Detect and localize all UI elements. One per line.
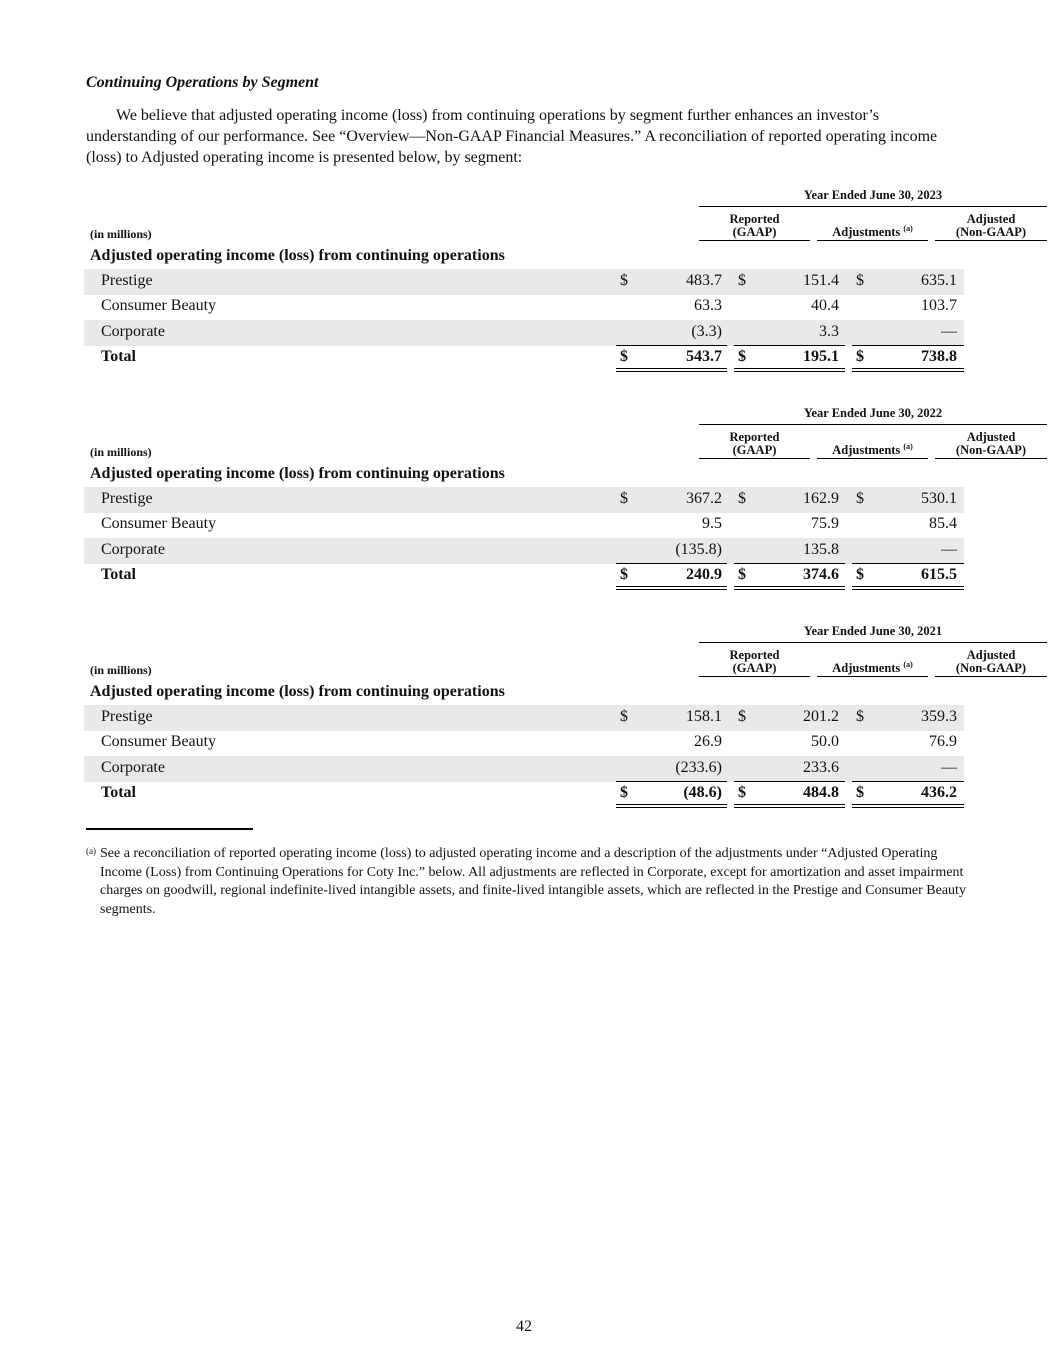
page-number: 42 bbox=[516, 1318, 532, 1335]
col-header-reported: Reported (GAAP) bbox=[699, 429, 810, 459]
footnote-ref: (a) bbox=[903, 223, 913, 233]
period-header: Year Ended June 30, 2023 bbox=[699, 188, 1047, 207]
table-row: Consumer Beauty 63.3 40.4 103.7 bbox=[101, 297, 957, 314]
total-double-rule bbox=[852, 368, 964, 372]
col-header-adjustments: Adjustments $^{(a)}$ bbox=[817, 647, 928, 677]
footnote-ref: (a) bbox=[903, 659, 913, 669]
table-row: Prestige $ 367.2 $ 162.9 $ 530.1 bbox=[84, 487, 964, 513]
col-header-adjustments: Adjustments $^{(a)}$ bbox=[817, 211, 928, 241]
table-row: Consumer Beauty 9.5 75.9 85.4 bbox=[101, 515, 957, 532]
col-header-adjustments: Adjustments $^{(a)}$ bbox=[817, 429, 928, 459]
segment-table-2022 bbox=[84, 406, 1027, 596]
table-row: Prestige $ 158.1 $ 201.2 $ 359.3 bbox=[84, 705, 964, 731]
table-row: Consumer Beauty 26.9 50.0 76.9 bbox=[101, 733, 957, 750]
table-row: Corporate (135.8) 135.8 — bbox=[84, 538, 964, 564]
unit-label: (in millions) bbox=[90, 445, 152, 459]
total-double-rule bbox=[616, 804, 727, 808]
segment-table-2023 bbox=[84, 188, 1027, 378]
footnote-text: See a reconciliation of reported operating income (loss) to adjusted operating income and a description of the adjustments under “Adjusted Operating Income (Loss) from Continuing Operations for Coty Inc.” below. All adjustments are reflected in Corporate, except for amortization and asset impairment charges on goodwill, regional indefinite-lived intangible assets, and finite-lived intangible assets, which are reflected in the Prestige and Consumer Beauty segments. bbox=[100, 846, 966, 917]
col-header-adjusted: Adjusted (Non-GAAP) bbox=[935, 647, 1047, 677]
footnote-ref: (a) bbox=[903, 441, 913, 451]
total-double-rule bbox=[852, 804, 964, 808]
table-row-total: Total $ 240.9 $ 374.6 $ 615.5 bbox=[101, 566, 957, 583]
group-title: Adjusted operating income (loss) from continuing operations bbox=[90, 683, 505, 700]
total-double-rule bbox=[734, 586, 845, 590]
period-header: Year Ended June 30, 2022 bbox=[699, 406, 1047, 425]
total-double-rule bbox=[616, 368, 727, 372]
section-title: Continuing Operations by Segment bbox=[86, 74, 319, 91]
segment-table-2021 bbox=[84, 624, 1027, 814]
table-row: Corporate (233.6) 233.6 — bbox=[84, 756, 964, 782]
col-header-reported: Reported (GAAP) bbox=[699, 211, 810, 241]
intro-paragraph: We believe that adjusted operating income (loss) from continuing operations by segment further enhances an investor’s understanding of our performance. See “Overview—Non-GAAP Financial Measures.” A reconciliation of reported operating income (loss) to Adjusted operating income is presented below, by segment: bbox=[86, 107, 938, 166]
col-header-adjusted: Adjusted (Non-GAAP) bbox=[935, 211, 1047, 241]
group-title: Adjusted operating income (loss) from continuing operations bbox=[90, 465, 505, 482]
group-title: Adjusted operating income (loss) from continuing operations bbox=[90, 247, 505, 264]
col-header-adjusted: Adjusted (Non-GAAP) bbox=[935, 429, 1047, 459]
table-row-total: Total $ (48.6) $ 484.8 $ 436.2 bbox=[101, 784, 957, 801]
col-header-reported: Reported (GAAP) bbox=[699, 647, 810, 677]
total-double-rule bbox=[616, 586, 727, 590]
unit-label: (in millions) bbox=[90, 227, 152, 241]
footnote bbox=[86, 845, 966, 919]
table-row: Corporate (3.3) 3.3 — bbox=[84, 320, 964, 346]
period-header: Year Ended June 30, 2021 bbox=[699, 624, 1047, 643]
total-double-rule bbox=[734, 368, 845, 372]
total-double-rule bbox=[852, 586, 964, 590]
footnote-divider bbox=[86, 828, 253, 830]
table-row: Prestige $ 483.7 $ 151.4 $ 635.1 bbox=[84, 269, 964, 295]
table-row-total: Total $ 543.7 $ 195.1 $ 738.8 bbox=[101, 348, 957, 365]
footnote-mark: (a) bbox=[86, 846, 96, 856]
total-double-rule bbox=[734, 804, 845, 808]
unit-label: (in millions) bbox=[90, 663, 152, 677]
